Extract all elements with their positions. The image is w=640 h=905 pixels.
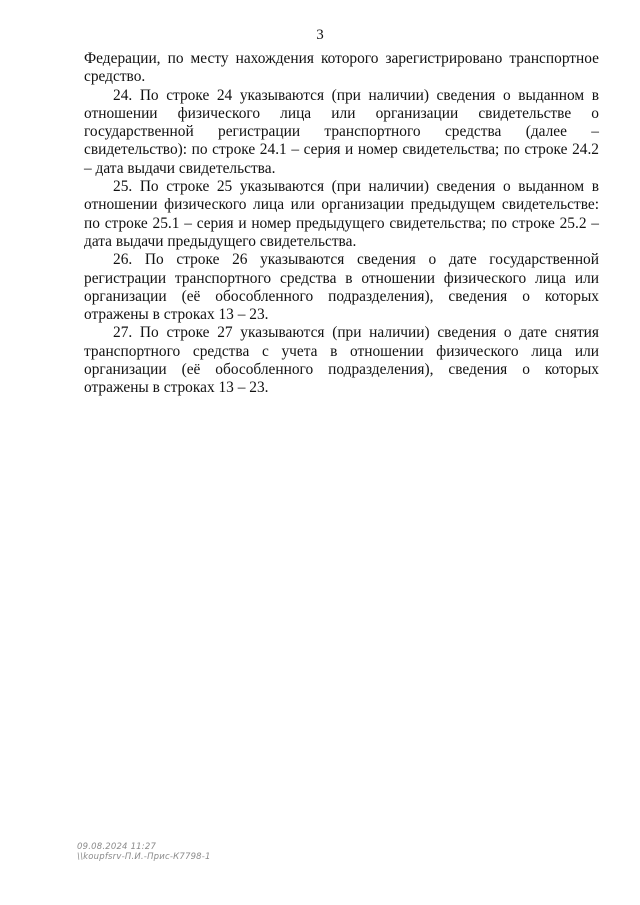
paragraph-item-26: 26. По строке 26 указываются сведения о дате государственной регистрации транспортного средства в отношении физического лица или организации (её обособленного подразделения), сведения о которых отражены в строках 13 – 23. [84, 251, 599, 324]
document-body [84, 50, 599, 398]
paragraph-item-27: 27. По строке 27 указываются (при наличии) сведения о дате снятия транспортного средства с учета в отношении физического лица или организации (её обособленного подразделения), сведения о которых отражены в строках 13 – 23. [84, 324, 599, 397]
page-number: 3 [316, 27, 324, 43]
print-stamp [77, 842, 211, 862]
stamp-date: 09.08.2024 11:27 [77, 842, 157, 852]
paragraph-continuation: Федерации, по месту нахождения которого зарегистрировано транспортное средство. [84, 50, 599, 86]
paragraph-item-25: 25. По строке 25 указываются (при наличии) сведения о выданном в отношении физического лица или организации предыдущем свидетельстве: по строке 25.1 – серия и номер предыдущего свидетельства; по строке 25.2 – дата выдачи предыдущего свидетельства. [84, 178, 599, 250]
paragraph-item-24: 24. По строке 24 указываются (при наличии) сведения о выданном в отношении физического лица или организации свидетельстве о государственной регистрации транспортного средства (далее – свидетельство): по строке 24.1 – серия и номер свидетельства; по строке 24.2 – дата выдачи свидетельства. [84, 86, 599, 177]
stamp-id: \\koupfsrv-П.И.-Прис-К7798-1 [77, 852, 211, 862]
